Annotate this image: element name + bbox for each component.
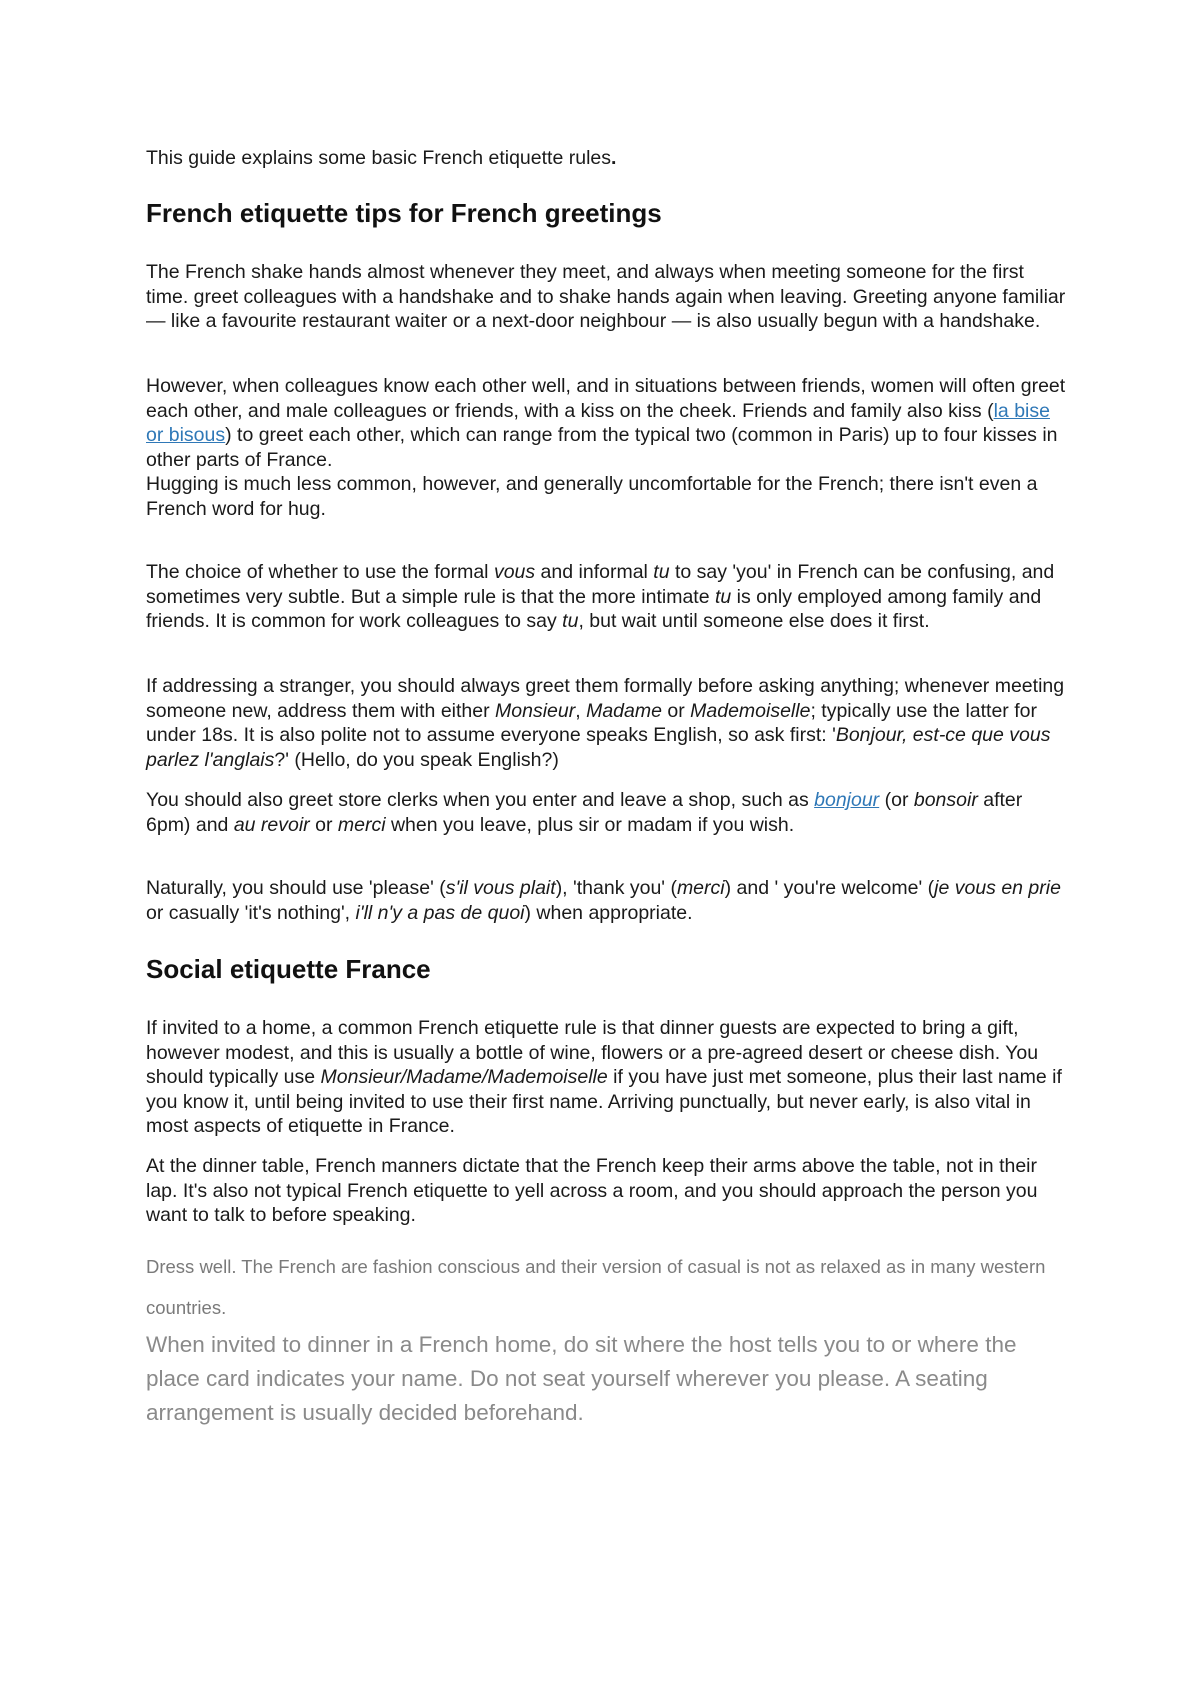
- paragraph-stranger: If addressing a stranger, you should always greet them formally before asking anything; whenever meeting someone new, address them with either Monsieur, Madame or Mademoiselle; typically use the latter for under 18s. It is also polite not to assume everyone speaks English, so ask first: 'Bonjour, est-ce que vous parlez l'anglais?' (Hello, do you speak English?): [146, 675, 1065, 771]
- paragraph-vous-tu: The choice of whether to use the formal vous and informal tu to say 'you' in French can be confusing, and sometimes very subtle. But a simple rule is that the more intimate tu is only employed among family and friends. It is common for work colleagues to say tu, but wait until someone else does it first.: [146, 561, 1055, 632]
- link-bonjour[interactable]: bonjour: [814, 789, 880, 811]
- paragraph-dinner-table: At the dinner table, French manners dictate that the French keep their arms above the table, not in their lap. It's also not typical French etiquette to yell across a room, and you should approach the person you want to talk to before speaking.: [146, 1155, 1038, 1226]
- heading-social: Social etiquette France: [146, 954, 431, 984]
- intro-text: This guide explains some basic French etiquette rules.: [146, 147, 617, 169]
- heading-greetings: French etiquette tips for French greetings: [146, 198, 662, 228]
- paragraph-dress-well: Dress well. The French are fashion conscious and their version of casual is not as relaxed as in many western countries.: [146, 1256, 1046, 1318]
- paragraph-store-clerks: You should also greet store clerks when you enter and leave a shop, such as bonjour (or bonsoir after 6pm) and au revoir or merci when you leave, plus sir or madam if you wish.: [146, 789, 1023, 836]
- intro-period: .: [611, 147, 617, 169]
- link-la-bise[interactable]: la bise or bisous: [146, 399, 1050, 446]
- paragraph-politeness: Naturally, you should use 'please' (s'il vous plait), 'thank you' (merci) and ' you're welcome' (je vous en prie or casually 'it's nothing', i'll n'y a pas de quoi) when appropriate.: [146, 877, 1061, 924]
- paragraph-handshake: The French shake hands almost whenever they meet, and always when meeting someone for the first time. greet colleagues with a handshake and to shake hands again when leaving. Greeting anyone familiar — like a favourite restaurant waiter or a next-door neighbour — is also usually begun with a handshake.: [146, 261, 1066, 332]
- paragraph-la-bise: However, when colleagues know each other well, and in situations between friends, women will often greet each other, and male colleagues or friends, with a kiss on the cheek. Friends and family also kiss (la bise or bisous) to greet each other, which can range from the typical two (common in Paris) up to four kisses in other parts of France. Hugging is much less common, however, and generally uncomfortable for the French; there isn't even a French word for hug.: [146, 375, 1066, 520]
- paragraph-invited-home: If invited to a home, a common French etiquette rule is that dinner guests are expected to bring a gift, however modest, and this is usually a bottle of wine, flowers or a pre-agreed desert or cheese dish. You should typically use Monsieur/Madame/Mademoiselle if you have just met someone, plus their last name if you know it, until being invited to use their first name. Arriving punctually, but never early, is also vital in most aspects of etiquette in France.: [146, 1017, 1062, 1137]
- paragraph-seating: When invited to dinner in a French home, do sit where the host tells you to or where the place card indicates your name. Do not seat yourself wherever you please. A seating arrangement is usually decided beforehand.: [146, 1332, 1017, 1425]
